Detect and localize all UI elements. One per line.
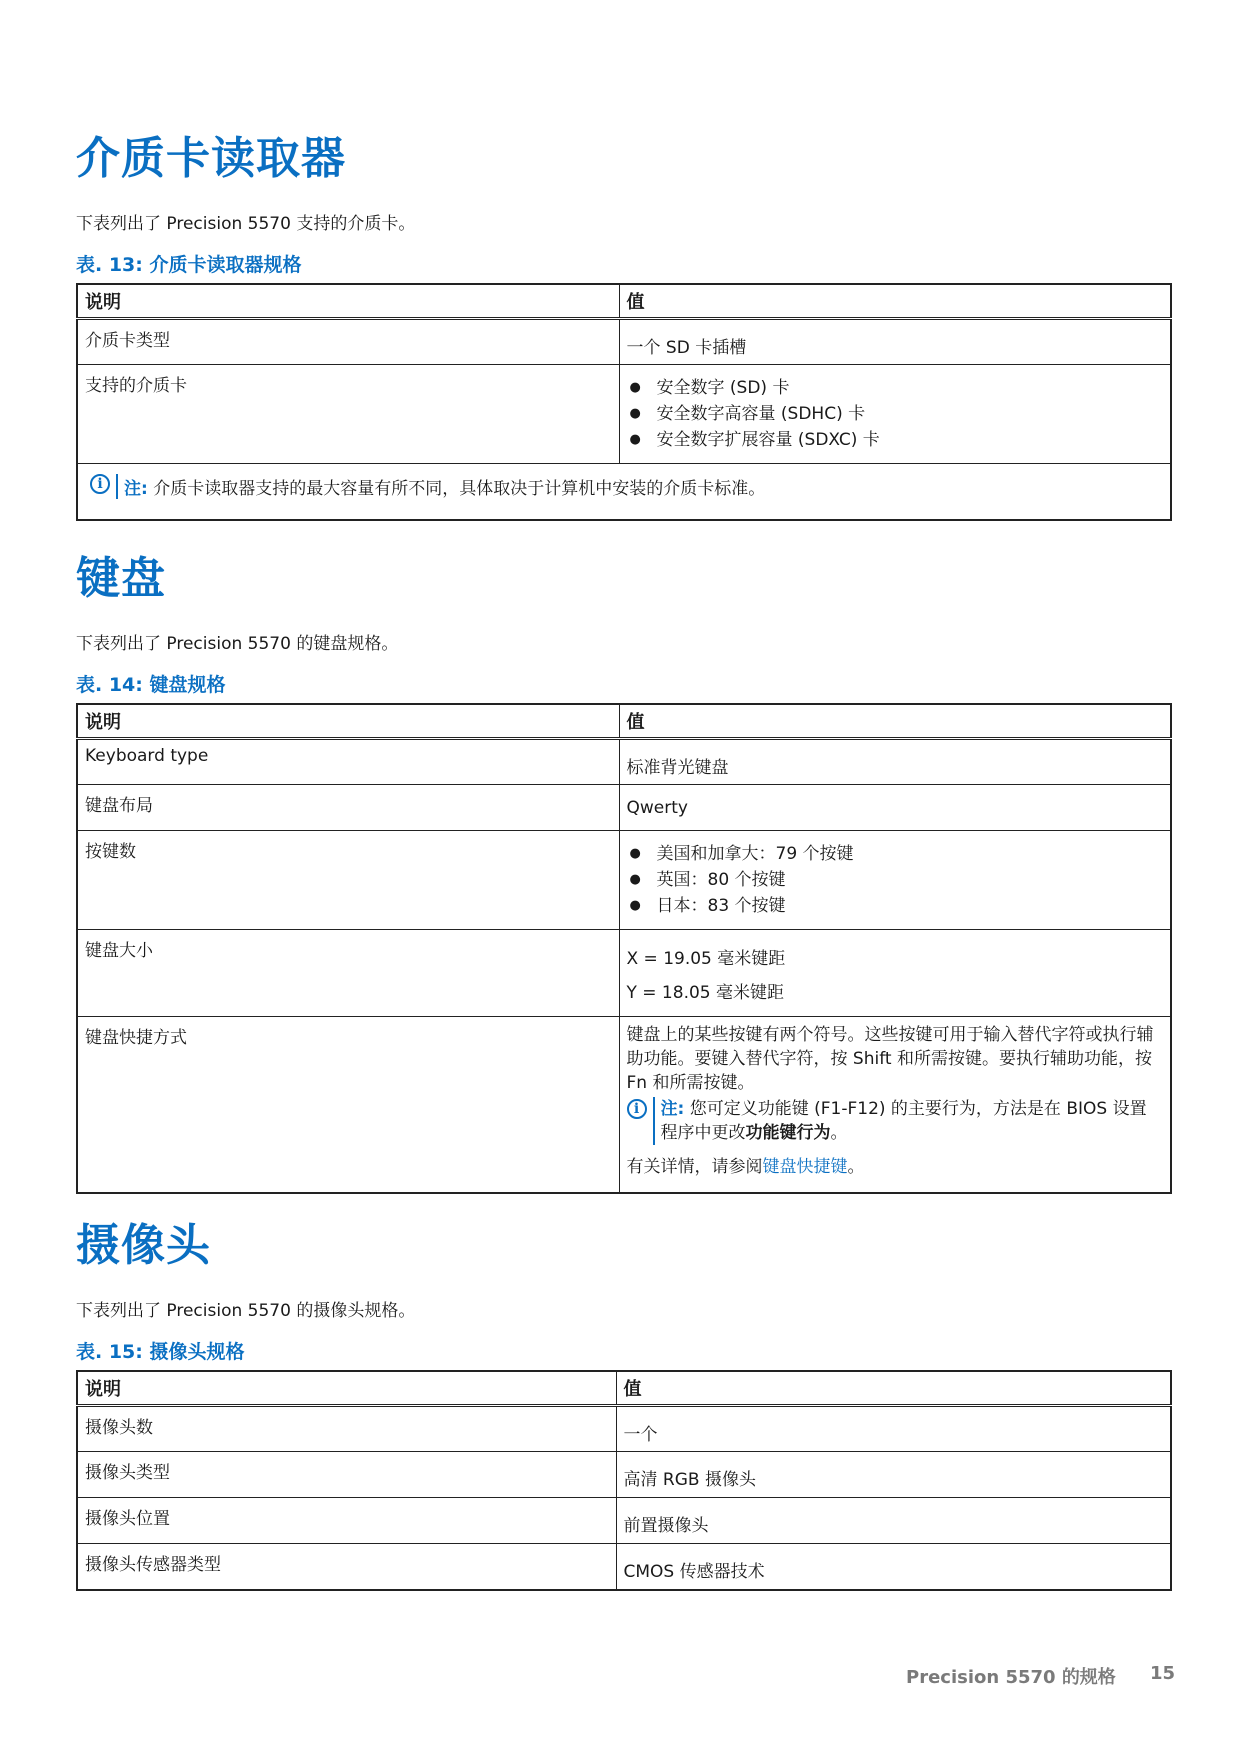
- header-value: 值: [619, 704, 1171, 739]
- keyboard-shortcuts-link[interactable]: 键盘快捷键: [762, 1157, 848, 1177]
- row-value: 高清 RGB 摄像头: [616, 1452, 1171, 1498]
- more-end: 。: [847, 1157, 865, 1177]
- note-bold: 功能键行为: [745, 1123, 831, 1143]
- keyboard-table-wrap: [76, 703, 1170, 1194]
- row-value: 一个: [616, 1406, 1171, 1452]
- row-value: 前置摄像头: [616, 1498, 1171, 1544]
- row-label: 摄像头数: [77, 1406, 616, 1452]
- table-header-row: [77, 704, 1171, 739]
- row-label: 摄像头传感器类型: [77, 1544, 616, 1590]
- list-item: ● 英国：80 个按键: [627, 867, 1164, 893]
- row-label: 键盘布局: [77, 785, 619, 831]
- list-item: ● 安全数字扩展容量 (SDXC) 卡: [627, 427, 1164, 453]
- section-intro: 下表列出了 Precision 5570 的摄像头规格。: [76, 1301, 416, 1321]
- section-title-media-card: 介质卡读取器: [76, 133, 346, 184]
- table-row: [77, 1498, 1171, 1544]
- row-label: 摄像头位置: [77, 1498, 616, 1544]
- table-row: [77, 930, 1171, 1017]
- table-row: [77, 831, 1171, 930]
- size-x: X = 19.05 毫米键距: [626, 949, 786, 969]
- table-caption: 表. 15: 摄像头规格: [76, 1341, 245, 1363]
- row-value: CMOS 传感器技术: [616, 1544, 1171, 1590]
- header-description: 说明: [77, 704, 619, 739]
- row-label: 键盘快捷方式: [77, 1017, 619, 1193]
- note: [627, 1097, 1164, 1145]
- header-value: 值: [616, 1371, 1171, 1406]
- keyboard-table: [76, 703, 1172, 1194]
- table-row: [77, 365, 1171, 464]
- row-value: [619, 1017, 1171, 1193]
- page-number: 15: [1150, 1663, 1176, 1684]
- note-cell: [77, 464, 1171, 520]
- row-value: [619, 365, 1171, 464]
- row-label: 支持的介质卡: [77, 365, 619, 464]
- note-text: [116, 474, 765, 499]
- info-icon: i: [627, 1099, 647, 1119]
- list-item: ● 日本：83 个按键: [627, 893, 1164, 919]
- table-row: [77, 319, 1171, 365]
- table-row: [77, 739, 1171, 785]
- size-y: Y = 18.05 毫米键距: [626, 983, 785, 1003]
- header-value: 值: [619, 284, 1171, 319]
- table-caption: 表. 14: 键盘规格: [76, 674, 226, 696]
- row-label: 按键数: [77, 831, 619, 930]
- note-end: 。: [830, 1123, 848, 1143]
- bullet-list: [627, 841, 1164, 919]
- table-row: [77, 1017, 1171, 1193]
- note-row: [77, 464, 1171, 520]
- camera-table: [76, 1370, 1172, 1591]
- media-card-table-wrap: [76, 283, 1170, 521]
- table-row: [77, 1544, 1171, 1590]
- table-header-row: [77, 284, 1171, 319]
- note-label: 注:: [660, 1099, 685, 1119]
- row-value: 标准背光键盘: [619, 739, 1171, 785]
- row-label: 介质卡类型: [77, 319, 619, 365]
- list-item: ● 美国和加拿大：79 个按键: [627, 841, 1164, 867]
- footer-title: Precision 5570 的规格: [906, 1667, 1116, 1688]
- row-label: 摄像头类型: [77, 1452, 616, 1498]
- section-title-camera: 摄像头: [76, 1220, 211, 1271]
- table-header-row: [77, 1371, 1171, 1406]
- camera-table-wrap: [76, 1370, 1170, 1591]
- note-body: 介质卡读取器支持的最大容量有所不同，具体取决于计算机中安装的介质卡标准。: [147, 479, 766, 499]
- note-label: 注:: [124, 479, 148, 499]
- row-value: [619, 831, 1171, 930]
- more-info: [627, 1155, 1164, 1179]
- table-caption: 表. 13: 介质卡读取器规格: [76, 254, 302, 276]
- row-label: Keyboard type: [77, 739, 619, 785]
- note-text: [653, 1097, 1164, 1145]
- row-value: 一个 SD 卡插槽: [619, 319, 1171, 365]
- more-prefix: 有关详情，请参阅: [626, 1157, 763, 1177]
- media-card-table: [76, 283, 1172, 521]
- row-value: Qwerty: [619, 785, 1171, 831]
- section-intro: 下表列出了 Precision 5570 支持的介质卡。: [76, 214, 416, 234]
- list-item: ● 安全数字 (SD) 卡: [627, 375, 1164, 401]
- list-item: ● 安全数字高容量 (SDHC) 卡: [627, 401, 1164, 427]
- bullet-list: [627, 375, 1164, 453]
- table-row: [77, 1406, 1171, 1452]
- note-body: 您可定义功能键 (F1-F12) 的主要行为，方法是在 BIOS 设置程序中更改: [660, 1099, 1147, 1143]
- header-description: 说明: [77, 1371, 616, 1406]
- section-title-keyboard: 键盘: [76, 553, 166, 604]
- section-intro: 下表列出了 Precision 5570 的键盘规格。: [76, 634, 399, 654]
- table-row: [77, 1452, 1171, 1498]
- row-label: 键盘大小: [77, 930, 619, 1017]
- note: [90, 474, 1158, 499]
- row-value: [619, 930, 1171, 1017]
- table-row: [77, 785, 1171, 831]
- shortcut-description: 键盘上的某些按键有两个符号。这些按键可用于输入替代字符或执行辅助功能。要键入替代字符，按 Shift 和所需按键。要执行辅助功能，按 Fn 和所需按键。: [626, 1025, 1154, 1093]
- info-icon: i: [90, 474, 110, 494]
- header-description: 说明: [77, 284, 619, 319]
